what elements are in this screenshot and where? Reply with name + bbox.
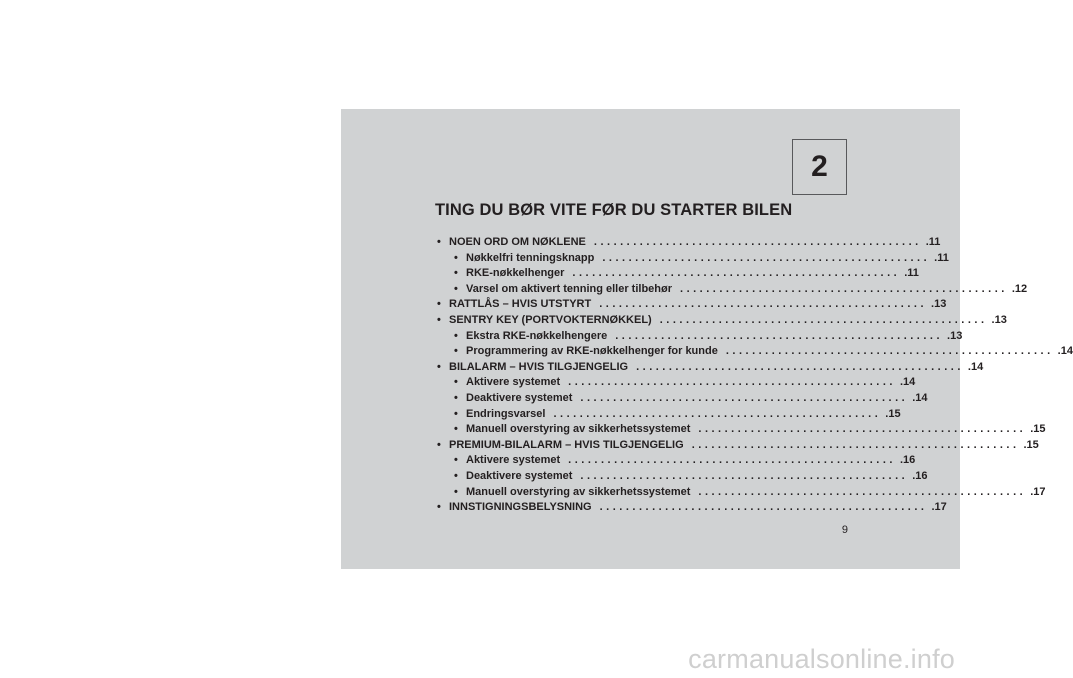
dot-leader: .................................................. bbox=[568, 376, 896, 389]
toc-entry[interactable] bbox=[437, 469, 928, 486]
toc-entry-label: Endringsvarsel bbox=[466, 407, 546, 420]
toc-entry-page: .11 bbox=[934, 251, 949, 264]
bullet-icon: • bbox=[454, 251, 458, 264]
toc-entry[interactable] bbox=[437, 438, 1039, 455]
toc-entry-page: .14 bbox=[899, 376, 916, 389]
dot-leader: .................................................. bbox=[615, 329, 944, 342]
toc-entry-label: INNSTIGNINGSBELYSNING bbox=[449, 501, 592, 514]
dot-leader: .................................................. bbox=[636, 360, 964, 373]
toc-entry[interactable] bbox=[437, 345, 1073, 361]
toc-entry-label: RATTLÅS – HVIS UTSTYRT bbox=[449, 298, 592, 311]
toc-entry-page: .15 bbox=[1030, 423, 1046, 436]
bullet-icon: • bbox=[454, 454, 458, 467]
dot-leader: .................................................. bbox=[572, 267, 901, 280]
chapter-number: 2 bbox=[811, 150, 828, 183]
bullet-icon: • bbox=[437, 298, 441, 311]
toc-entry-page: .14 bbox=[912, 391, 928, 404]
bullet-icon: • bbox=[437, 438, 441, 451]
bullet-icon: • bbox=[454, 485, 458, 498]
toc-entry-label: RKE-nøkkelhenger bbox=[466, 267, 565, 280]
dot-leader: .................................................. bbox=[580, 391, 909, 404]
toc-entry[interactable] bbox=[437, 251, 949, 268]
toc-entry-label: Nøkkelfri tenningsknapp bbox=[466, 251, 595, 264]
toc-entry-page: .15 bbox=[1023, 438, 1039, 451]
toc-entry-label: Manuell overstyring av sikkerhetssystemet bbox=[466, 423, 691, 436]
bullet-icon: • bbox=[454, 282, 458, 295]
toc-entry[interactable] bbox=[437, 391, 928, 408]
toc-entry-page: .17 bbox=[931, 501, 947, 514]
bullet-icon: • bbox=[454, 345, 458, 358]
toc-entry-page: .13 bbox=[991, 313, 1007, 326]
toc-entry-label: SENTRY KEY (PORTVOKTERNØKKEL) bbox=[449, 313, 652, 326]
bullet-icon: • bbox=[437, 236, 441, 248]
toc-entry-page: .15 bbox=[885, 407, 901, 420]
dot-leader: .................................................. bbox=[691, 438, 1020, 451]
toc-entry-page: .16 bbox=[912, 469, 928, 482]
toc-entry-page: .16 bbox=[899, 454, 916, 467]
chapter-title: TING DU BØR VITE FØR DU STARTER BILEN bbox=[435, 201, 793, 219]
dot-leader: .................................................. bbox=[599, 298, 928, 311]
bullet-icon: • bbox=[454, 391, 458, 404]
watermark: carmanualsonline.info bbox=[688, 644, 955, 674]
toc-entry-page: .11 bbox=[904, 267, 919, 280]
toc-entry[interactable] bbox=[437, 282, 1028, 299]
toc-entry[interactable] bbox=[437, 236, 941, 252]
toc-entry-label: BILALARM – HVIS TILGJENGELIG bbox=[449, 360, 629, 373]
table-of-contents bbox=[437, 236, 1073, 517]
dot-leader: .................................................. bbox=[698, 423, 1027, 436]
toc-entry-page: .13 bbox=[931, 298, 947, 311]
toc-entry-page: .17 bbox=[1030, 485, 1046, 498]
toc-entry[interactable] bbox=[437, 329, 963, 346]
toc-entry-label: Deaktivere systemet bbox=[466, 391, 573, 404]
toc-entry[interactable] bbox=[437, 485, 1046, 502]
toc-entry-label: Manuell overstyring av sikkerhetssystemet bbox=[466, 485, 691, 498]
toc-entry-label: Programmering av RKE-nøkkelhenger for kunde bbox=[466, 345, 718, 358]
dot-leader: .................................................. bbox=[602, 251, 931, 264]
dot-leader: .................................................. bbox=[698, 485, 1027, 498]
toc-entry-label: Varsel om aktivert tenning eller tilbehør bbox=[466, 282, 673, 295]
dot-leader: .................................................. bbox=[659, 313, 988, 326]
toc-entry-label: PREMIUM-BILALARM – HVIS TILGJENGELIG bbox=[449, 438, 684, 451]
toc-entry-page: .14 bbox=[967, 360, 984, 373]
dot-leader: .................................................. bbox=[680, 282, 1008, 295]
toc-entry-label: NOEN ORD OM NØKLENE bbox=[449, 236, 586, 248]
bullet-icon: • bbox=[454, 407, 458, 420]
toc-entry-page: .14 bbox=[1057, 345, 1073, 358]
toc-entry-label: Aktivere systemet bbox=[466, 454, 561, 467]
chapter-number-box bbox=[792, 139, 847, 195]
bullet-icon: • bbox=[454, 423, 458, 436]
dot-leader: .................................................. bbox=[568, 454, 896, 467]
toc-entry[interactable] bbox=[437, 501, 947, 517]
bullet-icon: • bbox=[454, 376, 458, 389]
toc-entry-label: Aktivere systemet bbox=[466, 376, 561, 389]
dot-leader: .................................................. bbox=[580, 469, 909, 482]
toc-entry-label: Deaktivere systemet bbox=[466, 469, 573, 482]
bullet-icon: • bbox=[454, 469, 458, 482]
dot-leader: .................................................. bbox=[725, 345, 1054, 358]
bullet-icon: • bbox=[454, 267, 458, 280]
toc-entry-page: .12 bbox=[1011, 282, 1028, 295]
bullet-icon: • bbox=[437, 313, 441, 326]
bullet-icon: • bbox=[454, 329, 458, 342]
dot-leader: .................................................. bbox=[593, 236, 922, 248]
toc-entry[interactable] bbox=[437, 298, 947, 314]
toc-entry[interactable] bbox=[437, 267, 919, 283]
toc-entry[interactable] bbox=[437, 360, 984, 377]
dot-leader: .................................................. bbox=[553, 407, 882, 420]
toc-entry[interactable] bbox=[437, 407, 901, 424]
footer-page-number: 9 bbox=[841, 524, 848, 536]
toc-entry-page: .13 bbox=[947, 329, 963, 342]
toc-entry-page: .11 bbox=[925, 236, 941, 248]
dot-leader: .................................................. bbox=[599, 501, 928, 514]
toc-entry[interactable] bbox=[437, 423, 1046, 439]
toc-entry[interactable] bbox=[437, 376, 916, 392]
toc-entry-label: Ekstra RKE-nøkkelhengere bbox=[466, 329, 608, 342]
bullet-icon: • bbox=[437, 360, 441, 373]
bullet-icon: • bbox=[437, 501, 441, 514]
toc-entry[interactable] bbox=[437, 454, 916, 470]
toc-entry[interactable] bbox=[437, 313, 1007, 330]
